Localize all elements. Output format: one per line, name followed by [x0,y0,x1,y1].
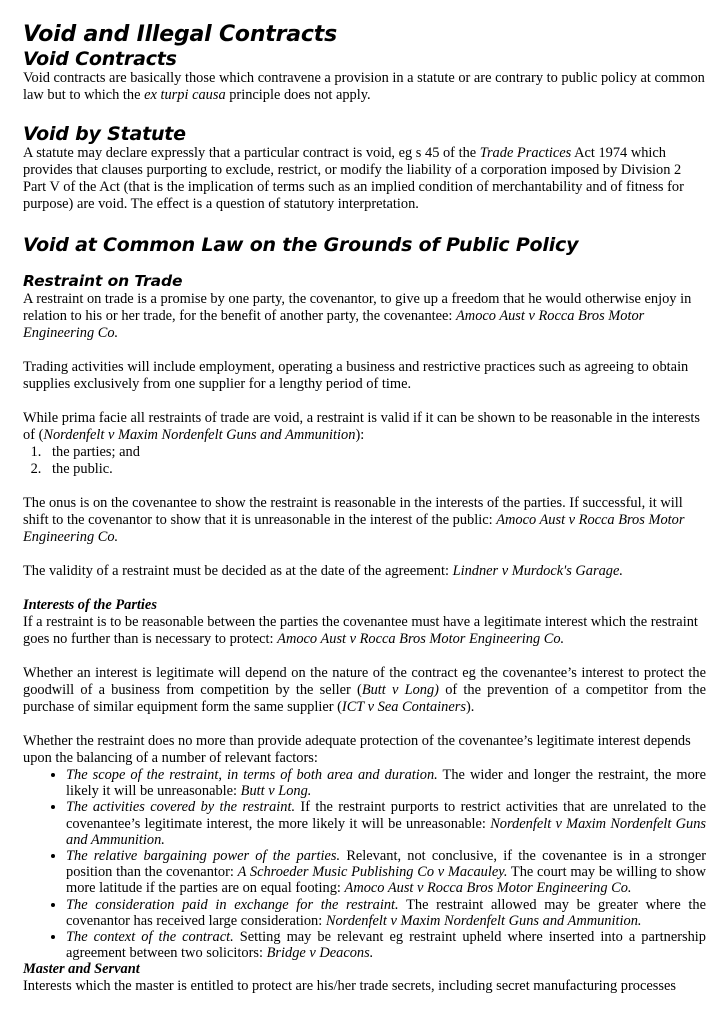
case-citation: Amoco Aust v Rocca Bros Motor Engineering Co. [23,512,685,545]
restraint-paragraph-5 [23,563,706,580]
text-run: A restraint on trade is a promise by one party, the covenantor, to give up a freedom that he would otherwise enjoy in relation to his or her trade, for the benefit of another party, the covenantee: [23,291,692,324]
heading-common-law: Void at Common Law on the Grounds of Public Policy [23,234,579,256]
text-run: The restraint allowed may be greater where the covenantor has received large consideration: [66,896,706,929]
factor-lead: The relative bargaining power of the parties. [66,848,341,865]
text-run: Whether an interest is legitimate will depend on the nature of the contract eg the covenantee’s interest to protect the goodwill of a business from competition by the seller ( [23,665,706,698]
text-run: Relevant, not conclusive, if the covenantee is in a stronger position than the covenantor: [66,848,707,881]
case-citation: Nordenfelt v Maxim Nordenfelt Guns and Ammunition. [66,815,706,848]
interests-paragraph-3: Whether the restraint does no more than provide adequate protection of the covenantee’s legitimate interest depends upon the balancing of a number of relevant factors: [23,733,691,766]
factor-item [66,848,706,897]
case-citation: Lindner v Murdock's Garage. [452,563,623,579]
master-servant-paragraph: Interests which the master is entitled to protect are his/her trade secrets, including secret manufacturing processes [23,978,676,995]
text-run: While prima facie all restraints of trade are void, a restraint is valid if it can be shown to be reasonable in the interests of ( [23,410,700,443]
heading-void-contracts: Void Contracts [23,48,177,70]
case-citation: Butt v Long) [361,682,439,698]
factor-lead: The activities covered by the restraint. [66,799,296,816]
text-run: The wider and longer the restraint, the more likely it will be unreasonable: [66,767,706,800]
case-citation: A Schroeder Music Publishing Co v Macauley. [237,864,508,881]
factor-item [66,897,706,929]
factor-item [66,799,706,848]
case-citation: Nordenfelt v Maxim Nordenfelt Guns and Ammunition. [325,912,642,929]
interests-paragraph-1 [23,614,706,648]
restraint-paragraph-2: Trading activities will include employment, operating a business and restrictive practices such as agreeing to obtain supplies exclusively from one supplier for a lengthy period of time. [23,359,689,392]
restraint-paragraph-4 [23,495,706,546]
document-page [23,22,706,995]
case-citation: Butt v Long. [240,783,312,800]
interest-list [23,444,706,478]
text-run: principle does not apply. [225,87,371,103]
text-run: A statute may declare expressly that a particular contract is void, eg s 45 of the [23,145,480,161]
text-run: ): [355,427,365,443]
heading-interests-of-parties: Interests of the Parties [23,597,157,613]
interests-paragraph-2 [23,665,706,716]
text-run: ). [465,699,475,715]
text-run: Setting may be relevant eg restraint upheld where inserted into a partnership agreement between two solicitors: [66,929,706,962]
text-run: The validity of a restraint must be decided as at the date of the agreement: [23,563,453,579]
italic-term: ex turpi causa [144,87,226,103]
factor-item [66,767,706,799]
factor-lead: The scope of the restraint, in terms of both area and duration. [66,767,438,783]
text-run: The court may be willing to show more latitude if the parties are on equal footing: [66,864,706,897]
void-contracts-paragraph [23,70,706,104]
case-citation: ICT v Sea Containers [341,699,466,715]
restraint-paragraph-3 [23,410,706,444]
void-by-statute-paragraph [23,145,706,213]
factors-list [23,767,706,961]
text-run: If a restraint is to be reasonable between the parties the covenantee must have a legitimate interest which the restraint goes no further than is necessary to protect: [23,614,698,647]
heading-void-by-statute: Void by Statute [23,123,186,145]
factor-lead: The context of the contract. [66,929,234,946]
case-citation: Amoco Aust v Rocca Bros Motor Engineering Co. [277,631,565,647]
text-run: The onus is on the covenantee to show the restraint is reasonable in the interests of the parties. If successful, it will shift to the covenantor to show that it is unreasonable in the interest of the public: [23,495,683,528]
list-item: 1. the parties; and [45,444,706,461]
case-citation: Amoco Aust v Rocca Bros Motor Engineering Co. [23,308,645,341]
factor-item [66,929,706,961]
text-run: If the restraint purports to restrict activities that are unrelated to the covenantee’s legitimate interest, the more likely it will be unreasonable: [66,799,706,832]
case-citation: Amoco Aust v Rocca Bros Motor Engineering Co. [344,880,632,897]
restraint-paragraph-1 [23,291,706,342]
text-run: Act 1974 which provides that clauses purporting to exclude, restrict, or modify the liability of a corporation imposed by Division 2 Part V of the Act (that is the implication of terms such as an implied condition of merchantability and of fitness for purpose) are void. The effect is a question of statutory interpretation. [23,145,684,212]
heading-restraint-on-trade: Restraint on Trade [23,272,183,290]
heading-master-and-servant: Master and Servant [23,961,140,978]
text-run: of the prevention of a competitor from the purchase of similar equipment form the same supplier ( [23,682,706,715]
italic-term: Trade Practices [479,145,572,161]
text-run: Void contracts are basically those which contravene a provision in a statute or are contrary to public policy at common law but to which the [23,70,705,103]
list-item: 2. the public. [45,461,706,478]
case-citation: Nordenfelt v Maxim Nordenfelt Guns and Ammunition [43,427,356,443]
document-title: Void and Illegal Contracts [23,22,337,47]
factor-lead: The consideration paid in exchange for the restraint. [66,896,399,913]
case-citation: Bridge v Deacons. [266,945,374,962]
